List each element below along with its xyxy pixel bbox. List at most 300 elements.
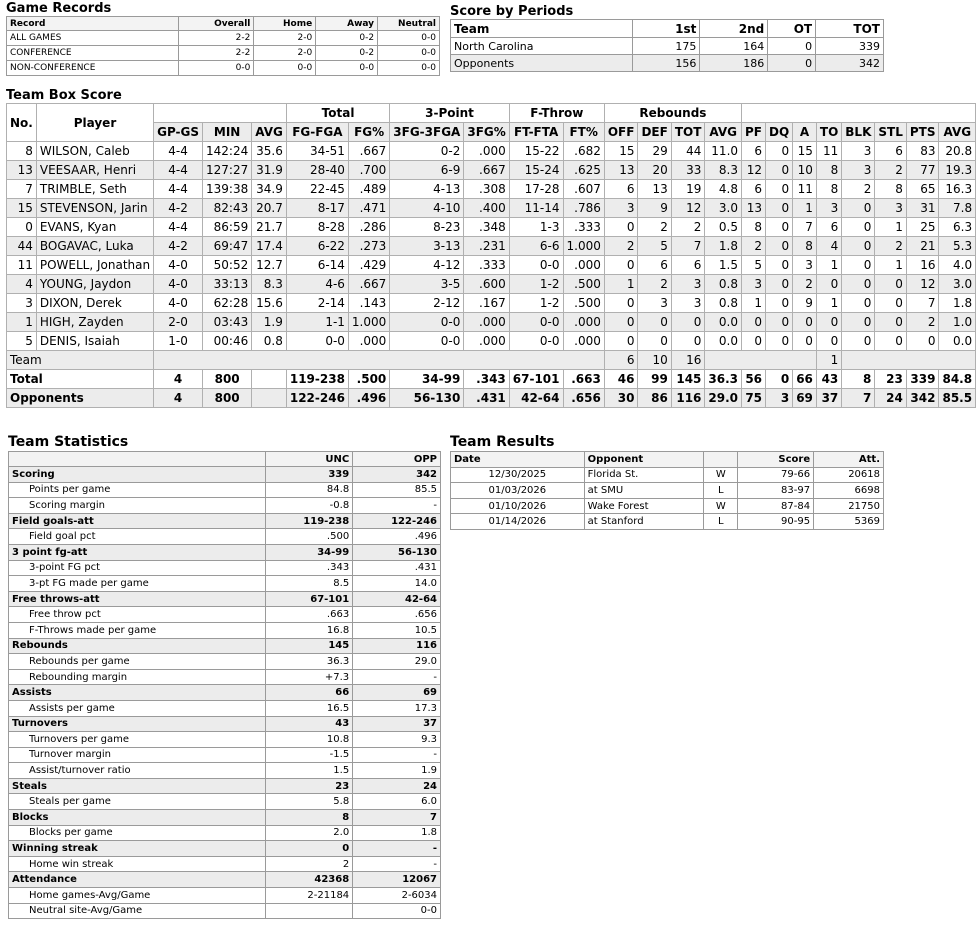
table-cell: 0.8 (705, 275, 742, 294)
stat-label: Assist/turnover ratio (9, 763, 266, 779)
column-header: PTS (906, 123, 939, 142)
table-cell: 0 (875, 275, 906, 294)
box-score-table (6, 103, 976, 408)
unc-value: 67-101 (266, 591, 353, 607)
table-cell: North Carolina (451, 38, 633, 55)
table-cell: 22-45 (286, 180, 348, 199)
column-header: Home (254, 17, 316, 31)
table-cell: 6 (638, 256, 671, 275)
column-header: BLK (842, 123, 875, 142)
table-cell: 8 (816, 180, 841, 199)
group-header-blank (154, 104, 287, 123)
opp-value: - (353, 856, 441, 872)
stat-label: Winning streak (9, 841, 266, 857)
table-cell: 12 (742, 161, 766, 180)
table-cell: 4-6 (286, 275, 348, 294)
column-header: 2nd (700, 20, 768, 38)
group-header: Rebounds (604, 104, 741, 123)
unc-value: .343 (266, 560, 353, 576)
stat-row (9, 856, 441, 872)
table-cell: 99 (638, 370, 671, 389)
table-cell: 0 (604, 313, 638, 332)
table-cell: 4 (7, 275, 37, 294)
column-header: Overall (178, 17, 254, 31)
stat-row (9, 482, 441, 498)
table-cell: 0 (793, 313, 817, 332)
table-cell: 6 (816, 218, 841, 237)
table-cell: 0 (766, 180, 793, 199)
unc-value: 42368 (266, 872, 353, 888)
opp-value: - (353, 498, 441, 514)
opp-value: - (353, 747, 441, 763)
table-cell: .667 (464, 161, 509, 180)
table-cell: .343 (464, 370, 509, 389)
date-cell: 01/10/2026 (451, 498, 585, 514)
score-by-periods-header-row (451, 20, 884, 38)
table-cell: 8 (793, 237, 817, 256)
unc-value: 16.8 (266, 622, 353, 638)
table-cell: 0 (766, 256, 793, 275)
column-header: PF (742, 123, 766, 142)
column-header: 1st (632, 20, 700, 38)
table-cell: 0-0 (378, 61, 440, 76)
table-cell: 116 (671, 389, 705, 408)
table-cell: 0 (766, 294, 793, 313)
table-cell: 0 (766, 161, 793, 180)
table-cell: 20.8 (939, 142, 976, 161)
opp-value: 10.5 (353, 622, 441, 638)
row-label: Opponents (7, 389, 154, 408)
table-cell: 0 (842, 256, 875, 275)
table-cell: 17.4 (252, 237, 287, 256)
table-cell: 56-130 (390, 389, 464, 408)
opponents-row (7, 389, 976, 408)
table-cell: 342 (906, 389, 939, 408)
table-cell: 84.8 (939, 370, 976, 389)
table-cell: 6 (604, 351, 638, 370)
column-header: TO (816, 123, 841, 142)
table-cell: 2 (906, 313, 939, 332)
stat-row (9, 622, 441, 638)
table-row (7, 180, 976, 199)
table-cell: 11 (7, 256, 37, 275)
table-row (7, 61, 440, 76)
opponent-cell: at SMU (584, 483, 704, 499)
attendance-cell: 21750 (814, 498, 884, 514)
table-cell: 7.8 (939, 199, 976, 218)
table-cell: 0-0 (509, 313, 563, 332)
table-cell: 69 (793, 389, 817, 408)
stat-row (9, 747, 441, 763)
table-cell: 0 (842, 237, 875, 256)
table-cell: 4 (816, 237, 841, 256)
stat-row (9, 576, 441, 592)
table-cell: 7 (906, 294, 939, 313)
team-stats-header-row (9, 452, 441, 467)
table-cell: 0 (742, 332, 766, 351)
table-cell: 3 (766, 389, 793, 408)
column-header: Neutral (378, 17, 440, 31)
table-cell: 6 (742, 142, 766, 161)
table-cell: .500 (563, 275, 604, 294)
column-header: TOT (816, 20, 884, 38)
table-cell: .000 (348, 332, 389, 351)
table-cell: 1 (875, 256, 906, 275)
table-cell: 77 (906, 161, 939, 180)
table-cell: 82:43 (203, 199, 252, 218)
table-cell: .000 (563, 332, 604, 351)
column-header: OPP (353, 452, 441, 467)
table-row (7, 142, 976, 161)
table-cell: 2-0 (254, 46, 316, 61)
table-cell: 13 (638, 180, 671, 199)
table-cell: 1.5 (705, 256, 742, 275)
table-cell: 15 (7, 199, 37, 218)
attendance-cell: 6698 (814, 483, 884, 499)
column-header: AVG (705, 123, 742, 142)
table-cell: .500 (563, 294, 604, 313)
table-cell: .667 (348, 275, 389, 294)
table-cell: 0 (816, 275, 841, 294)
table-cell: .308 (464, 180, 509, 199)
table-cell: 20.7 (252, 199, 287, 218)
table-cell: 11 (816, 142, 841, 161)
table-cell: 0 (604, 218, 638, 237)
table-cell: 3 (742, 275, 766, 294)
table-cell: 19.3 (939, 161, 976, 180)
opp-value: 0-0 (353, 903, 441, 919)
table-cell: 8 (7, 142, 37, 161)
column-header: AVG (252, 123, 287, 142)
opp-value: 7 (353, 810, 441, 826)
date-cell: 12/30/2025 (451, 467, 585, 483)
opp-value: 116 (353, 638, 441, 654)
table-cell: 139:38 (203, 180, 252, 199)
player-name: DIXON, Derek (36, 294, 153, 313)
table-cell: 0 (816, 313, 841, 332)
table-cell: 37 (816, 389, 841, 408)
unc-value: 339 (266, 467, 353, 483)
table-cell: 0 (906, 332, 939, 351)
stat-row (9, 763, 441, 779)
table-cell: 1 (875, 218, 906, 237)
table-cell: 24 (875, 389, 906, 408)
table-cell: 3 (7, 294, 37, 313)
stat-label: Steals (9, 778, 266, 794)
table-cell: 4.0 (939, 256, 976, 275)
game-records-table (6, 16, 440, 76)
score-cell: 79-66 (738, 467, 814, 483)
table-cell: 9 (638, 199, 671, 218)
stat-row (9, 903, 441, 919)
table-cell: 4-0 (154, 294, 203, 313)
table-cell: .348 (464, 218, 509, 237)
table-cell: Opponents (451, 55, 633, 72)
unc-value: 0 (266, 841, 353, 857)
table-cell: 4-10 (390, 199, 464, 218)
table-row (7, 332, 976, 351)
table-cell: 00:46 (203, 332, 252, 351)
table-cell: .000 (464, 142, 509, 161)
unc-value: .500 (266, 529, 353, 545)
box-score-title: Team Box Score (6, 88, 122, 103)
opponent-cell: at Stanford (584, 514, 704, 530)
unc-value: 2-21184 (266, 888, 353, 904)
table-cell: 1.9 (252, 313, 287, 332)
table-cell: 3 (671, 294, 705, 313)
table-cell: 66 (793, 370, 817, 389)
column-header: OFF (604, 123, 638, 142)
table-cell: 3.0 (705, 199, 742, 218)
table-cell: 3 (604, 199, 638, 218)
table-cell: 43 (816, 370, 841, 389)
table-cell: 11 (793, 180, 817, 199)
table-cell: .600 (464, 275, 509, 294)
table-cell: 56 (742, 370, 766, 389)
stat-label: Rebounds per game (9, 654, 266, 670)
table-cell: 1.000 (348, 313, 389, 332)
unc-value: 8 (266, 810, 353, 826)
stat-label: Scoring (9, 467, 266, 483)
column-header: FG% (348, 123, 389, 142)
table-cell: 0 (766, 332, 793, 351)
table-cell: 1 (816, 351, 841, 370)
stat-label: Blocks per game (9, 825, 266, 841)
unc-value: 43 (266, 716, 353, 732)
table-cell: 2 (604, 237, 638, 256)
stat-label: Attendance (9, 872, 266, 888)
table-cell: 4-4 (154, 142, 203, 161)
table-cell: 0 (842, 294, 875, 313)
column-header: No. (7, 104, 37, 142)
unc-value (266, 903, 353, 919)
unc-value: 36.3 (266, 654, 353, 670)
column-header: Score (738, 452, 814, 468)
table-cell: .431 (464, 389, 509, 408)
stat-label: Steals per game (9, 794, 266, 810)
table-cell: 25 (906, 218, 939, 237)
table-cell: 0 (842, 275, 875, 294)
stat-category-row (9, 872, 441, 888)
opp-value: 2-6034 (353, 888, 441, 904)
table-cell: 0-0 (509, 332, 563, 351)
table-cell: 1 (793, 199, 817, 218)
table-cell: 0 (875, 332, 906, 351)
table-cell: 4.8 (705, 180, 742, 199)
table-cell: 7 (842, 389, 875, 408)
table-cell: 0-0 (390, 332, 464, 351)
table-cell: 0-2 (316, 46, 378, 61)
table-cell: 0 (604, 294, 638, 313)
table-row (451, 467, 884, 483)
table-cell: .471 (348, 199, 389, 218)
table-cell: 4-4 (154, 218, 203, 237)
table-cell (154, 351, 605, 370)
table-cell: 4-12 (390, 256, 464, 275)
table-cell: 127:27 (203, 161, 252, 180)
player-name: BOGAVAC, Luka (36, 237, 153, 256)
table-cell: 4-0 (154, 256, 203, 275)
player-name: VEESAAR, Henri (36, 161, 153, 180)
column-header (9, 452, 266, 467)
column-header (704, 452, 738, 468)
table-cell: .786 (563, 199, 604, 218)
table-cell: 0.0 (705, 332, 742, 351)
table-cell: 0 (766, 313, 793, 332)
table-cell: 23 (875, 370, 906, 389)
opp-value: .656 (353, 607, 441, 623)
table-cell: 1.8 (705, 237, 742, 256)
unc-value: .663 (266, 607, 353, 623)
table-row (7, 275, 976, 294)
column-header: AVG (939, 123, 976, 142)
table-cell: .700 (348, 161, 389, 180)
table-cell: 6 (742, 180, 766, 199)
table-cell: 4-2 (154, 237, 203, 256)
table-cell: 3 (638, 294, 671, 313)
unc-value: 145 (266, 638, 353, 654)
table-cell: 21.7 (252, 218, 287, 237)
unc-value: 23 (266, 778, 353, 794)
table-cell: 86 (638, 389, 671, 408)
table-cell: 5 (7, 332, 37, 351)
table-cell: 4-0 (154, 275, 203, 294)
column-header: DEF (638, 123, 671, 142)
stat-row (9, 700, 441, 716)
table-cell: 12 (906, 275, 939, 294)
stat-label: Home win streak (9, 856, 266, 872)
table-cell: 2-14 (286, 294, 348, 313)
table-cell: 6 (604, 180, 638, 199)
table-cell: 0-0 (178, 61, 254, 76)
table-cell: .000 (464, 332, 509, 351)
game-records-header-row (7, 17, 440, 31)
table-cell: 2 (742, 237, 766, 256)
table-cell: 800 (203, 370, 252, 389)
group-header: Total (286, 104, 389, 123)
opp-value: .431 (353, 560, 441, 576)
team-results-title: Team Results (450, 434, 555, 450)
table-cell: 0-0 (509, 256, 563, 275)
table-cell: 16 (671, 351, 705, 370)
stat-category-row (9, 591, 441, 607)
table-cell: 3 (816, 199, 841, 218)
player-name: DENIS, Isaiah (36, 332, 153, 351)
table-cell: 33:13 (203, 275, 252, 294)
table-cell: .231 (464, 237, 509, 256)
stat-label: Blocks (9, 810, 266, 826)
column-header: STL (875, 123, 906, 142)
table-cell: 0 (766, 142, 793, 161)
opp-value: 37 (353, 716, 441, 732)
table-cell: 0 (842, 199, 875, 218)
table-cell: 1 (816, 256, 841, 275)
unc-value: 1.5 (266, 763, 353, 779)
table-cell: CONFERENCE (7, 46, 179, 61)
table-cell: 0 (638, 332, 671, 351)
opp-value: 85.5 (353, 482, 441, 498)
unc-value: 84.8 (266, 482, 353, 498)
table-cell: 31 (906, 199, 939, 218)
table-cell: 16.3 (939, 180, 976, 199)
table-cell: .000 (464, 313, 509, 332)
table-cell: 20 (638, 161, 671, 180)
table-cell: 2 (671, 218, 705, 237)
table-cell: NON-CONFERENCE (7, 61, 179, 76)
unc-value: 16.5 (266, 700, 353, 716)
stat-label: Home games-Avg/Game (9, 888, 266, 904)
opp-value: 6.0 (353, 794, 441, 810)
table-cell: .496 (348, 389, 389, 408)
table-cell: 16 (906, 256, 939, 275)
stat-row (9, 888, 441, 904)
table-cell: 2 (875, 237, 906, 256)
stat-category-row (9, 467, 441, 483)
column-header: Player (36, 104, 153, 142)
stat-label: Turnovers (9, 716, 266, 732)
table-cell: 5.3 (939, 237, 976, 256)
table-cell: 800 (203, 389, 252, 408)
table-cell: 122-246 (286, 389, 348, 408)
table-cell: 0.0 (705, 313, 742, 332)
date-cell: 01/03/2026 (451, 483, 585, 499)
table-cell: 1.8 (939, 294, 976, 313)
opp-value: 56-130 (353, 544, 441, 560)
table-cell: 0 (742, 313, 766, 332)
group-header: 3-Point (390, 104, 509, 123)
table-cell: 42-64 (509, 389, 563, 408)
table-cell: 4-4 (154, 180, 203, 199)
table-cell: 8 (742, 218, 766, 237)
table-cell: 12 (671, 199, 705, 218)
table-cell: 1-1 (286, 313, 348, 332)
stat-label: Scoring margin (9, 498, 266, 514)
table-row (7, 294, 976, 313)
table-cell: 6.3 (939, 218, 976, 237)
table-cell: .429 (348, 256, 389, 275)
opp-value: 17.3 (353, 700, 441, 716)
column-header: OT (768, 20, 816, 38)
table-cell: 3 (793, 256, 817, 275)
unc-value: 10.8 (266, 732, 353, 748)
table-cell: 31.9 (252, 161, 287, 180)
table-cell: .286 (348, 218, 389, 237)
stat-category-row (9, 716, 441, 732)
stat-category-row (9, 841, 441, 857)
opp-value: - (353, 841, 441, 857)
table-cell: 15 (604, 142, 638, 161)
table-row (451, 498, 884, 514)
table-cell: 1-2 (509, 294, 563, 313)
column-header: GP-GS (154, 123, 203, 142)
table-cell: 6-14 (286, 256, 348, 275)
table-cell: 7 (7, 180, 37, 199)
table-cell: 6 (875, 142, 906, 161)
table-cell: 3 (875, 199, 906, 218)
result-cell: L (704, 483, 738, 499)
table-cell: 1-2 (509, 275, 563, 294)
team-results-table (450, 451, 884, 530)
table-cell: 15 (793, 142, 817, 161)
table-cell: 2-0 (154, 313, 203, 332)
table-cell: 2-0 (254, 31, 316, 46)
table-cell: 1.000 (563, 237, 604, 256)
stat-label: 3 point fg-att (9, 544, 266, 560)
stat-label: Assists (9, 685, 266, 701)
table-cell: 13 (7, 161, 37, 180)
table-cell: 50:52 (203, 256, 252, 275)
table-cell: 7 (793, 218, 817, 237)
